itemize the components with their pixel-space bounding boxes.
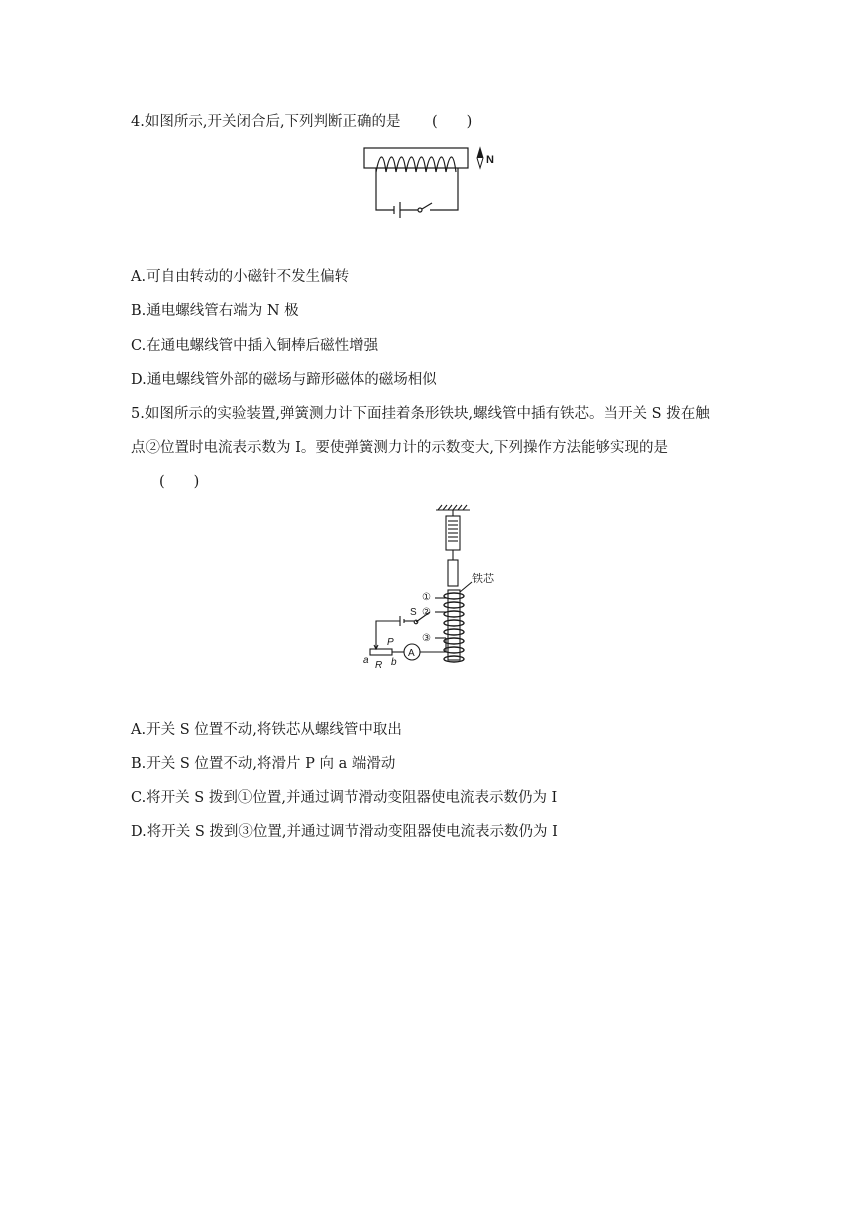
q5-stem-line1: 5.如图所示的实验装置,弹簧测力计下面挂着条形铁块,螺线管中插有铁芯。当开关 S 拨在触 (131, 406, 710, 422)
q5-option-a: A.开关 S 位置不动,将铁芯从螺线管中取出 (131, 722, 402, 738)
compass-needle-icon (477, 148, 483, 168)
contact-1-label: ① (422, 592, 431, 603)
iron-core (448, 590, 460, 660)
slider-label: P (387, 637, 394, 648)
solenoid-coils (444, 593, 464, 662)
end-b-label: b (391, 657, 397, 668)
core-label-leader (460, 582, 472, 592)
q5-answer-paren: ( ) (159, 474, 200, 490)
left-wire (376, 168, 394, 210)
rheostat-body (370, 649, 392, 655)
resistor-label: R (375, 660, 383, 671)
ceiling-hatch (438, 505, 467, 510)
q4-option-a: A.可自由转动的小磁针不发生偏转 (131, 269, 350, 285)
contact-2-label: ② (422, 607, 431, 618)
end-a-label: a (363, 655, 369, 666)
right-wire (430, 168, 458, 210)
q5-option-d: D.将开关 S 拨到③位置,并通过调节滑动变阻器使电流表示数仍为 I (131, 824, 558, 840)
contact-3-label: ③ (422, 633, 431, 644)
q4-answer-paren: ( ) (432, 114, 473, 130)
compass-label: N (486, 154, 494, 166)
q5-spring-balance-circuit-figure (360, 502, 500, 674)
coil-windings (376, 157, 456, 172)
q5-stem-line2: 点②位置时电流表示数为 I。要使弹簧测力计的示数变大,下列操作方法能够实现的是 (131, 440, 668, 456)
q4-option-d: D.通电螺线管外部的磁场与蹄形磁体的磁场相似 (131, 372, 437, 388)
switch-label: S (410, 607, 417, 618)
switch-lever (422, 203, 432, 209)
q4-option-b: B.通电螺线管右端为 N 极 (131, 303, 299, 319)
switch-contact (418, 208, 422, 212)
q5-option-b: B.开关 S 位置不动,将滑片 P 向 a 端滑动 (131, 756, 396, 772)
q4-stem: 4.如图所示,开关闭合后,下列判断正确的是 (131, 114, 401, 130)
q5-option-c: C.将开关 S 拨到①位置,并通过调节滑动变阻器使电流表示数仍为 I (131, 790, 558, 806)
spring-coils (448, 521, 458, 541)
q4-solenoid-circuit-figure (360, 140, 500, 218)
core-label: 铁芯 (472, 573, 494, 585)
ammeter-label: A (408, 648, 415, 659)
q4-option-c: C.在通电螺线管中插入铜棒后磁性增强 (131, 338, 379, 354)
iron-block (448, 560, 458, 586)
